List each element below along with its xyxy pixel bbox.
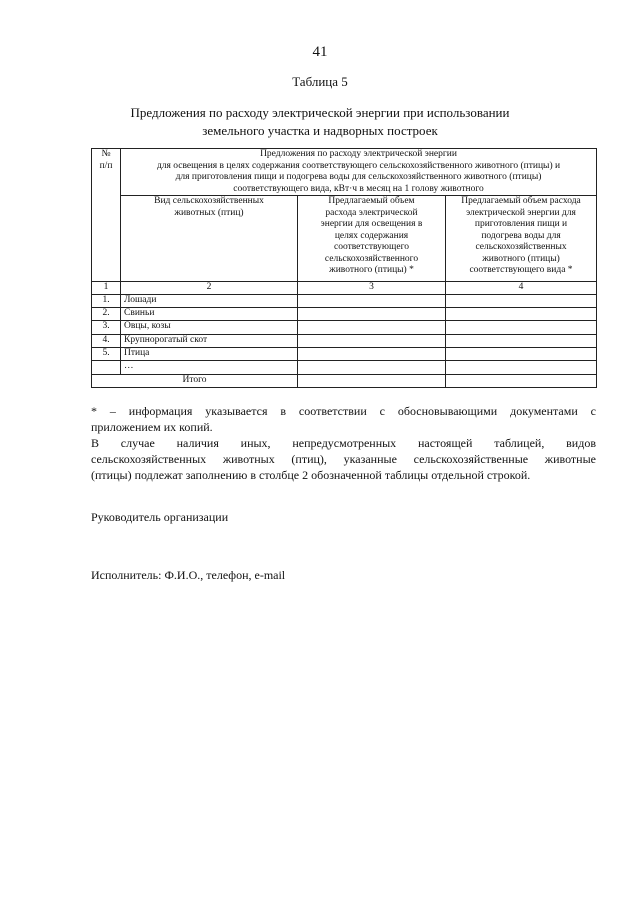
row-number: 2. bbox=[92, 307, 121, 320]
table-row bbox=[92, 361, 597, 374]
sub-header-cooking-heating: Предлагаемый объем расхода электрической энергии для приготовления пищи и подогрева воды для сельскохозяйственных животного (птицы) соответствующего вида * bbox=[446, 196, 597, 282]
col-num-header: № п/п bbox=[92, 149, 121, 282]
total-label: Итого bbox=[92, 374, 298, 387]
footnote-line: * – информация указывается в соответствии с обосновывающими документами с bbox=[91, 404, 596, 418]
row-number: 1. bbox=[92, 294, 121, 307]
row-number: 5. bbox=[92, 348, 121, 361]
lighting-value bbox=[298, 348, 446, 361]
column-number: 3 bbox=[298, 282, 446, 295]
document-title-line: Предложения по расходу электрической энергии при использовании bbox=[130, 105, 510, 120]
table-row bbox=[92, 294, 597, 307]
animal-type: … bbox=[121, 361, 298, 374]
cooking-heating-value bbox=[446, 334, 597, 347]
cooking-heating-value bbox=[446, 321, 597, 334]
total-cooking-heating-value bbox=[446, 374, 597, 387]
column-number-row bbox=[92, 282, 597, 295]
lighting-value bbox=[298, 294, 446, 307]
animal-type: Птица bbox=[121, 348, 298, 361]
footnote-line: В случае наличия иных, непредусмотренных настоящей таблицей, видов bbox=[91, 436, 596, 450]
cooking-heating-value bbox=[446, 294, 597, 307]
animal-type: Свиньи bbox=[121, 307, 298, 320]
page-number: 41 bbox=[312, 44, 328, 60]
table-row bbox=[92, 348, 597, 361]
signature-head: Руководитель организации bbox=[91, 510, 229, 524]
cooking-heating-value bbox=[446, 307, 597, 320]
row-number bbox=[92, 361, 121, 374]
lighting-value bbox=[298, 321, 446, 334]
cooking-heating-value bbox=[446, 348, 597, 361]
sub-header-lighting: Предлагаемый объем расхода электрической энергии для освещения в целях содержания соответствующего сельскохозяйственного животного (птицы) * bbox=[298, 196, 446, 282]
row-number: 3. bbox=[92, 321, 121, 334]
table-caption: Таблица 5 bbox=[292, 74, 348, 89]
footnote-line: (птицы) подлежат заполнению в столбце 2 обозначенной таблицы отдельной строкой. bbox=[91, 468, 531, 482]
electricity-proposal-table bbox=[91, 148, 597, 388]
row-number: 4. bbox=[92, 334, 121, 347]
total-lighting-value bbox=[298, 374, 446, 387]
main-header: Предложения по расходу электрической энергии для освещения в целях содержания соответствующего сельскохозяйственного животного (птицы) и для приготовления пищи и подогрева воды для сельскохозяйственного животного (птицы) соответствующего вида, кВт·ч в месяц на 1 голову животного bbox=[121, 149, 597, 196]
sub-header-animal-type: Вид сельскохозяйственных животных (птиц) bbox=[121, 196, 298, 282]
table-row bbox=[92, 307, 597, 320]
table-row bbox=[92, 334, 597, 347]
footnote bbox=[91, 403, 596, 483]
table-row bbox=[92, 321, 597, 334]
footnote-line: приложением их копий. bbox=[91, 420, 213, 434]
total-row bbox=[92, 374, 597, 387]
animal-type: Крупнорогатый скот bbox=[121, 334, 298, 347]
document-title-line: земельного участка и надворных построек bbox=[202, 123, 438, 138]
cooking-heating-value bbox=[446, 361, 597, 374]
column-number: 4 bbox=[446, 282, 597, 295]
column-number: 2 bbox=[121, 282, 298, 295]
lighting-value bbox=[298, 361, 446, 374]
animal-type: Лошади bbox=[121, 294, 298, 307]
lighting-value bbox=[298, 334, 446, 347]
animal-type: Овцы, козы bbox=[121, 321, 298, 334]
lighting-value bbox=[298, 307, 446, 320]
signature-executor: Исполнитель: Ф.И.О., телефон, e-mail bbox=[91, 568, 286, 582]
footnote-line: сельскохозяйственных животных (птиц), указанные сельскохозяйственные животные bbox=[91, 452, 596, 466]
column-number: 1 bbox=[92, 282, 121, 295]
document-title bbox=[120, 104, 520, 140]
